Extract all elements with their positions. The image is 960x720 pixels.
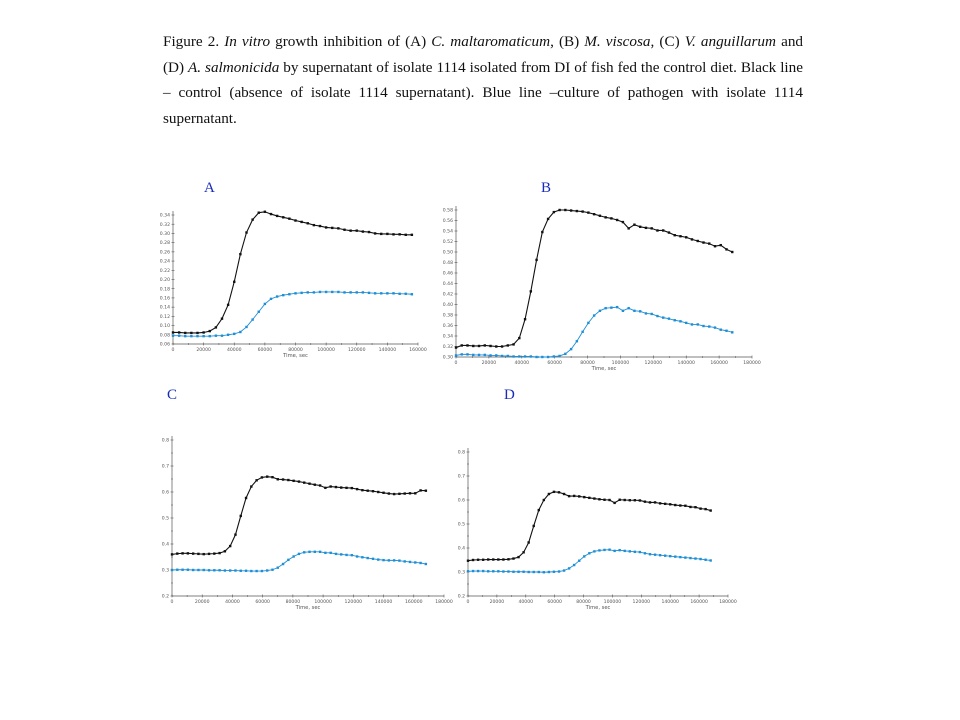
y-tick-label: 0.7 [161, 464, 169, 470]
treated-point [553, 571, 555, 573]
control-point [467, 560, 469, 562]
y-tick-label: 0.6 [457, 498, 465, 504]
y-tick-label: 0.4 [161, 542, 169, 548]
x-tick-label: 140000 [677, 361, 695, 366]
y-tick-label: 0.34 [442, 334, 453, 340]
treated-point [709, 559, 711, 561]
panel-label-b: B [541, 180, 552, 196]
control-point [654, 501, 656, 503]
control-point [482, 559, 484, 561]
y-tick-label: 0.10 [159, 324, 170, 330]
x-tick-label: 60000 [547, 361, 562, 366]
control-point [583, 496, 585, 498]
y-tick-label: 0.28 [159, 241, 170, 247]
treated-point [613, 550, 615, 552]
y-tick-label: 0.8 [457, 450, 465, 456]
control-point [639, 499, 641, 501]
control-point [629, 499, 631, 501]
control-point [699, 507, 701, 509]
control-point [634, 499, 636, 501]
panel-label-c: C [167, 387, 178, 403]
x-tick-label: 140000 [661, 600, 679, 605]
y-tick-label: 0.56 [442, 219, 453, 225]
control-point [527, 541, 529, 543]
x-tick-label: 140000 [378, 348, 397, 353]
treated-point [467, 570, 469, 572]
treated-point [502, 570, 504, 572]
x-tick-label: 100000 [603, 600, 622, 605]
treated-point [497, 570, 499, 572]
treated-point [664, 554, 666, 556]
x-tick-label: 80000 [576, 600, 591, 605]
treated-point [624, 550, 626, 552]
x-tick-label: 60000 [547, 600, 562, 605]
control-point [538, 509, 540, 511]
y-tick-label: 0.5 [161, 516, 169, 522]
y-tick-label: 0.3 [457, 570, 465, 576]
control-point [497, 558, 499, 560]
control-point [568, 495, 570, 497]
y-tick-label: 0.58 [442, 208, 453, 214]
x-tick-label: 120000 [632, 600, 651, 605]
y-tick-label: 0.30 [442, 355, 453, 361]
x-tick-label: 120000 [644, 361, 663, 366]
y-tick-label: 0.18 [159, 287, 170, 293]
y-tick-label: 0.48 [442, 261, 453, 267]
x-tick-label: 100000 [611, 361, 630, 366]
treated-point [634, 551, 636, 553]
x-tick-label: 160000 [409, 348, 427, 353]
x-tick-label: 40000 [514, 361, 530, 366]
treated-point [512, 571, 514, 573]
x-tick-label: 140000 [374, 600, 393, 605]
x-tick-label: 20000 [196, 348, 211, 353]
x-tick-label: 80000 [288, 348, 303, 353]
y-tick-label: 0.38 [442, 313, 453, 319]
control-point [588, 497, 590, 499]
y-tick-label: 0.14 [159, 305, 170, 311]
treated-point [472, 570, 474, 572]
control-point [492, 558, 494, 560]
y-tick-label: 0.08 [159, 333, 170, 339]
treated-point [689, 557, 691, 559]
control-point [548, 493, 550, 495]
control-point [669, 503, 671, 505]
y-tick-label: 0.4 [457, 546, 465, 552]
y-tick-label: 0.2 [457, 594, 465, 600]
x-tick-label: 160000 [690, 600, 708, 605]
control-point [618, 499, 620, 501]
x-tick-label: 160000 [405, 600, 423, 605]
y-tick-label: 0.46 [442, 271, 453, 277]
y-tick-label: 0.24 [159, 259, 170, 265]
treated-point [588, 552, 590, 554]
x-tick-label: 0 [170, 600, 174, 605]
x-tick-label: 0 [466, 600, 470, 605]
y-tick-label: 0.6 [161, 490, 169, 496]
y-tick-label: 0.22 [159, 268, 170, 274]
x-tick-label: 160000 [710, 361, 728, 366]
control-point [517, 556, 519, 558]
treated-point [699, 558, 701, 560]
x-tick-label: 40000 [226, 348, 242, 353]
treated-point [522, 571, 524, 573]
x-tick-label: 20000 [194, 600, 210, 605]
control-point [709, 509, 711, 511]
treated-point [629, 550, 631, 552]
control-point [649, 501, 651, 503]
control-point [578, 495, 580, 497]
x-axis-title: Time, sec [283, 353, 308, 359]
figure-caption: Figure 2. In vitro growth inhibition of (A) C. maltaromaticum, (B) M. viscosa, (C) V. anguillarum and (D) A. salmonicida by supernatant of isolate 1114 isolated from DI of fish fed the control diet. Black line – control (absence of isolate 1114 supernatant). Blue line –culture of pathogen with isolate 1114 supernatant. [163, 33, 804, 127]
x-tick-label: 80000 [285, 600, 301, 605]
y-tick-label: 0.36 [442, 324, 453, 330]
y-tick-label: 0.8 [161, 438, 169, 444]
species-d: A. salmonicida [188, 58, 280, 76]
x-tick-label: 100000 [317, 348, 335, 353]
treated-point [527, 571, 529, 573]
treated-point [533, 571, 535, 573]
control-point [593, 497, 595, 499]
treated-point [477, 570, 479, 572]
control-point [477, 559, 479, 561]
treated-point [482, 570, 484, 572]
control-point [674, 504, 676, 506]
treated-point [487, 570, 489, 572]
y-tick-label: 0.44 [442, 282, 453, 288]
treated-point [639, 551, 641, 553]
control-line-d [468, 492, 711, 561]
control-point [608, 499, 610, 501]
y-tick-label: 0.12 [159, 314, 170, 320]
treated-point [608, 548, 610, 550]
treated-point [659, 554, 661, 556]
y-tick-label: 0.42 [442, 292, 453, 298]
species-c: V. anguillarum [684, 33, 776, 50]
treated-point [704, 559, 706, 561]
x-tick-label: 60000 [255, 600, 270, 605]
y-tick-label: 0.40 [442, 303, 453, 309]
control-point [512, 557, 514, 559]
control-point [694, 506, 696, 508]
treated-point [674, 555, 676, 557]
control-point [472, 559, 474, 561]
x-tick-label: 0 [454, 361, 458, 366]
control-point [659, 502, 661, 504]
x-tick-label: 0 [171, 348, 175, 353]
y-tick-label: 0.50 [442, 250, 453, 256]
treated-point [684, 556, 686, 558]
y-tick-label: 0.52 [442, 240, 453, 246]
x-axis-title: Time, sec [585, 605, 611, 611]
control-point [624, 499, 626, 501]
control-point [507, 558, 509, 560]
x-axis-title: Time, sec [295, 605, 321, 611]
x-tick-label: 40000 [518, 600, 534, 605]
x-tick-label: 20000 [489, 600, 505, 605]
treated-point [669, 555, 671, 557]
x-tick-label: 180000 [435, 600, 453, 605]
treated-point [543, 571, 545, 573]
control-point [573, 495, 575, 497]
treated-point [644, 552, 646, 554]
x-tick-label: 40000 [225, 600, 240, 605]
control-point [558, 491, 560, 493]
control-point [679, 504, 681, 506]
y-tick-label: 0.16 [159, 296, 170, 302]
control-point [563, 493, 565, 495]
control-point [644, 500, 646, 502]
y-tick-label: 0.32 [442, 345, 453, 351]
treated-point [649, 553, 651, 555]
species-b: M. viscosa [584, 33, 651, 50]
control-point [543, 499, 545, 501]
control-point [603, 499, 605, 501]
y-tick-label: 0.54 [442, 229, 453, 235]
control-point [533, 525, 535, 527]
x-tick-label: 100000 [314, 600, 332, 605]
control-point [704, 508, 706, 510]
y-tick-label: 0.20 [159, 278, 170, 284]
treated-point [654, 554, 656, 556]
y-tick-label: 0.32 [159, 222, 170, 228]
x-tick-label: 20000 [481, 361, 497, 366]
control-point [598, 498, 600, 500]
treated-point [598, 549, 600, 551]
control-point [684, 505, 686, 507]
y-tick-label: 0.7 [457, 474, 465, 480]
figure-label: Figure 2. [163, 33, 220, 50]
y-tick-label: 0.30 [159, 232, 170, 238]
x-tick-label: 120000 [344, 600, 363, 605]
treated-point [548, 571, 550, 573]
control-point [664, 503, 666, 505]
x-tick-label: 80000 [580, 361, 595, 366]
y-tick-label: 0.5 [457, 522, 465, 528]
treated-point [694, 557, 696, 559]
control-point [689, 506, 691, 508]
panel-label-d: D [504, 387, 515, 403]
control-point [613, 502, 615, 504]
caption-italic-in-vitro: In vitro [224, 33, 271, 50]
treated-point [578, 560, 580, 562]
treated-point [603, 549, 605, 551]
panel-label-a: A [204, 180, 215, 196]
x-tick-label: 120000 [347, 348, 366, 353]
y-tick-label: 0.26 [159, 250, 170, 256]
treated-point [538, 571, 540, 573]
treated-point [618, 549, 620, 551]
x-tick-label: 60000 [257, 348, 273, 353]
control-point [502, 558, 504, 560]
control-point [553, 491, 555, 493]
treated-point [558, 570, 560, 572]
treated-point [492, 570, 494, 572]
treated-point [583, 555, 585, 557]
control-point [522, 551, 524, 553]
treated-point [563, 569, 565, 571]
control-point [487, 558, 489, 560]
y-tick-label: 0.06 [159, 342, 170, 348]
y-tick-label: 0.3 [161, 568, 169, 574]
y-tick-label: 0.34 [159, 213, 170, 219]
species-a: C. maltaromaticum [431, 33, 551, 50]
treated-point [679, 556, 681, 558]
treated-point [517, 571, 519, 573]
treated-point [573, 564, 575, 566]
treated-point [507, 570, 509, 572]
y-tick-label: 0.2 [161, 594, 169, 600]
treated-point [593, 550, 595, 552]
x-tick-label: 180000 [719, 600, 737, 605]
x-axis-title: Time, sec [591, 366, 617, 372]
treated-point [568, 567, 570, 569]
x-tick-label: 180000 [743, 361, 761, 366]
